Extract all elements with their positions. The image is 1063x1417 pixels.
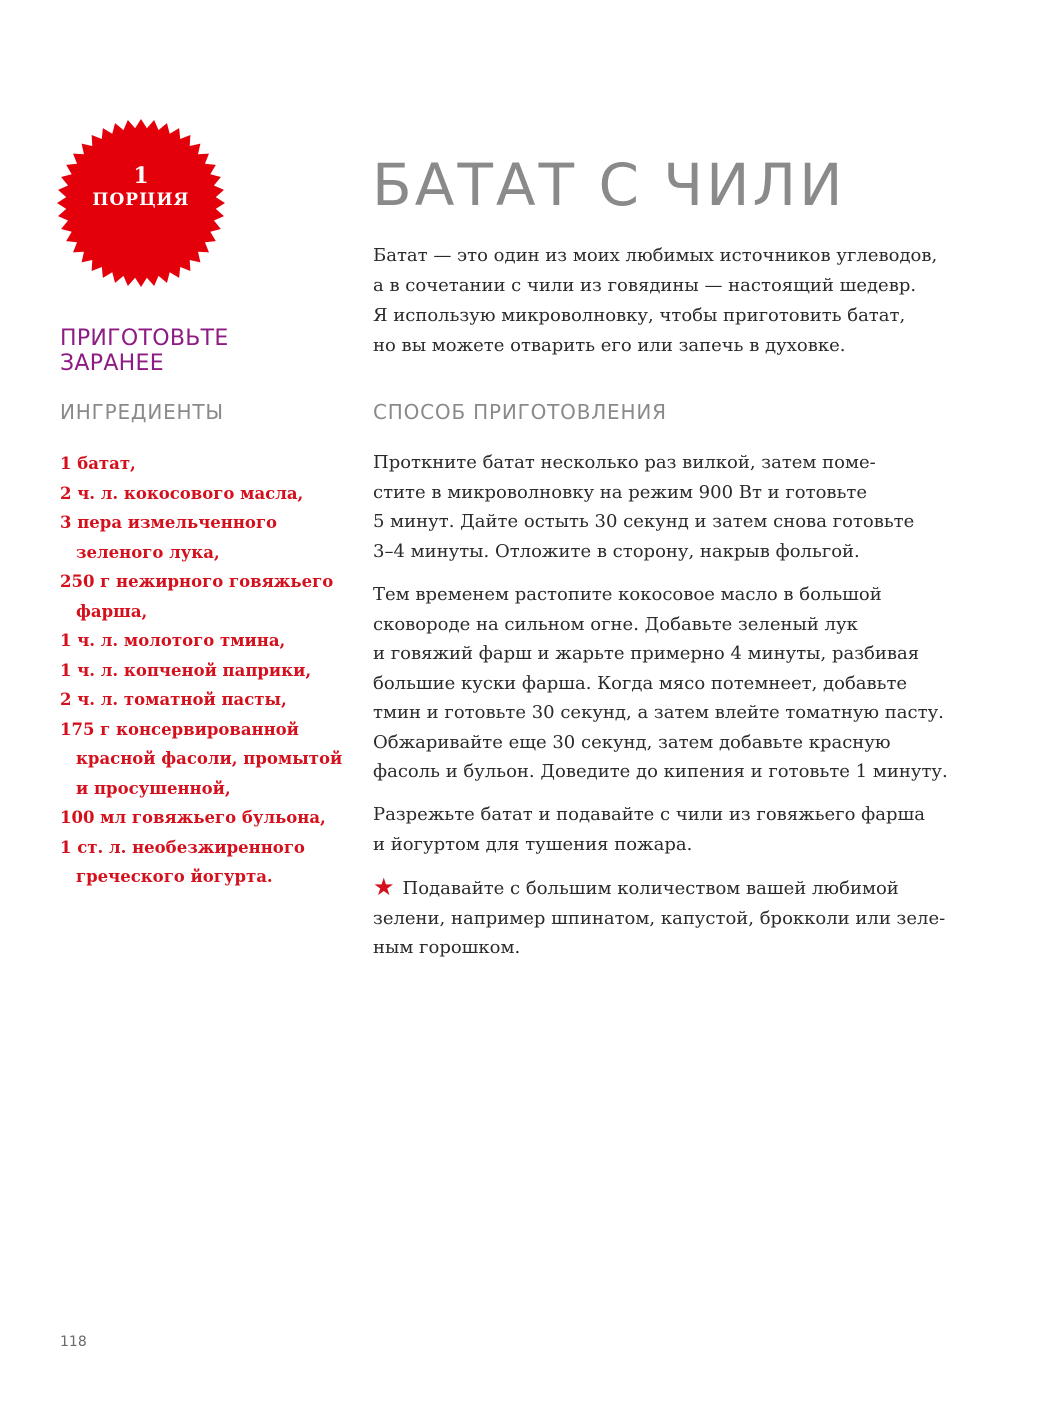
method-line: и говяжий фарш и жарьте примерно 4 минуты, разбивая [373, 643, 920, 664]
method-line: фасоль и бульон. Доведите до кипения и готовьте 1 минуту. [373, 761, 948, 782]
tip-line: зелени, например шпинатом, капустой, брокколи или зеле- [373, 907, 946, 929]
ingredient-item: 1 батат, [60, 454, 136, 473]
ingredients-list [60, 449, 345, 892]
method-line: 5 минут. Дайте остыть 30 секунд и затем снова готовьте [373, 511, 915, 532]
ingredient-item: 100 мл говяжьего бульона, [60, 808, 326, 827]
star-icon: ★ [373, 873, 395, 901]
page-number: 118 [60, 1334, 87, 1350]
method-line: тмин и готовьте 30 секунд, а затем влейте томатную пасту. [373, 702, 944, 723]
method-line: большие куски фарша. Когда мясо потемнеет, добавьте [373, 672, 908, 694]
method-step [373, 580, 1013, 787]
ingredient-item: 175 г консервированной красной фасоли, промытой и просушенной, [60, 719, 343, 798]
prep-ahead-line: ЗАРАНЕЕ [60, 351, 164, 376]
recipe-intro [373, 241, 1013, 361]
method-heading: СПОСОБ ПРИГОТОВЛЕНИЯ [373, 400, 667, 424]
intro-line: Батат — это один из моих любимых источников углеводов, [373, 245, 938, 266]
ingredient-item: 1 ч. л. молотого тмина, [60, 631, 286, 650]
recipe-title: БАТАТ С ЧИЛИ [372, 151, 846, 219]
method-line: Разрежьте батат и подавайте с чили из говяжьего фарша [373, 804, 925, 825]
method-step [373, 448, 1013, 566]
ingredient-item: 1 ст. л. необезжиренного греческого йогурта. [60, 837, 305, 886]
servings-count: 1 [133, 163, 149, 189]
prep-ahead-label [60, 326, 320, 376]
tip-text: Подавайте с большим количеством вашей любимой [402, 878, 899, 899]
method-line: Проткните батат несколько раз вилкой, затем поме- [373, 452, 876, 473]
serving-tip [373, 874, 1013, 963]
ingredient-item: 2 ч. л. томатной пасты, [60, 690, 287, 709]
prep-ahead-line: ПРИГОТОВЬТЕ [60, 326, 229, 351]
method-line: сковороде на сильном огне. Добавьте зеленый лук [373, 613, 858, 635]
method-step [373, 800, 1013, 859]
badge-text [56, 164, 226, 212]
ingredient-item: 1 ч. л. копченой паприки, [60, 660, 312, 680]
ingredient-item: 3 пера измельченного зеленого лука, [60, 513, 278, 562]
intro-line: Я использую микроволновку, чтобы приготовить батат, [373, 305, 906, 326]
ingredients-heading: ИНГРЕДИЕНТЫ [60, 400, 224, 424]
method-line: Обжаривайте еще 30 секунд, затем добавьте красную [373, 731, 891, 753]
method-line: Тем временем растопите кокосовое масло в большой [373, 584, 882, 605]
tip-line: ным горошком. [373, 937, 521, 958]
intro-line: а в сочетании с чили из говядины — настоящий шедевр. [373, 275, 917, 296]
method-line: 3–4 минуты. Отложите в сторону, накрыв фольгой. [373, 540, 860, 562]
servings-badge [56, 118, 226, 288]
ingredient-item: 250 г нежирного говяжьего фарша, [60, 572, 334, 621]
tip-line [373, 874, 1013, 904]
method-line: стите в микроволновку на режим 900 Вт и готовьте [373, 481, 867, 503]
ingredient-item: 2 ч. л. кокосового масла, [60, 483, 304, 503]
servings-label: ПОРЦИЯ [92, 190, 190, 210]
intro-line: но вы можете отварить его или запечь в духовке. [373, 335, 846, 356]
method-line: и йогуртом для тушения пожара. [373, 833, 693, 855]
